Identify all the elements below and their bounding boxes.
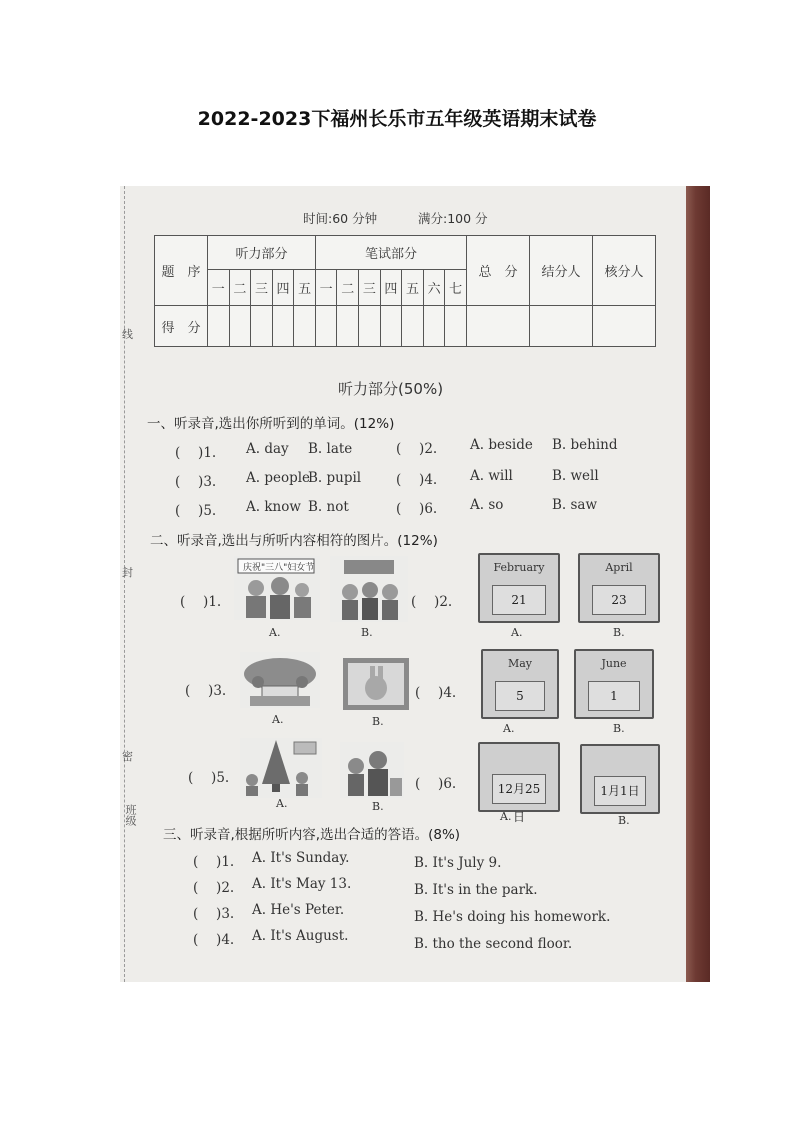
score-cell[interactable]	[380, 306, 402, 347]
s2-q6-label-a: A.	[500, 810, 512, 823]
calendar-day: 21	[492, 585, 546, 615]
s2-q3-label-a: A.	[272, 713, 284, 726]
calendar-day: 12月25日	[492, 774, 546, 804]
s2-q4-label-a: A.	[503, 722, 515, 735]
score-cell[interactable]	[445, 306, 467, 347]
s2-q1-label-a: A.	[269, 626, 281, 639]
side-label-class: 班级	[124, 804, 137, 826]
s1-q6-num: ( )6.	[396, 501, 438, 517]
s3-q3-b[interactable]: B. He's doing his homework.	[414, 909, 611, 925]
s2-q1-num: ( )1.	[180, 594, 222, 610]
s1-q2-a[interactable]: A. beside	[470, 437, 533, 453]
s2-q5-label-b: B.	[372, 800, 384, 813]
s2-q4-label-b: B.	[613, 722, 625, 735]
row-label-score: 得 分	[155, 306, 208, 347]
section1-heading: 一、听录音,选出你所听到的单词。(12%)	[147, 416, 395, 432]
s1-q2-num: ( )2.	[396, 441, 438, 457]
calendar-month: April	[605, 561, 633, 574]
s3-q4-a[interactable]: A. It's August.	[252, 928, 349, 944]
scorer-header: 结分人	[530, 236, 593, 306]
calendar-day: 23	[592, 585, 646, 615]
score-cell[interactable]	[337, 306, 359, 347]
calendar-month: May	[507, 657, 533, 670]
score-cell[interactable]	[294, 306, 316, 347]
s2-q4-num: ( )4.	[415, 685, 457, 701]
s2-q1-label-b: B.	[361, 626, 373, 639]
total-header: 总 分	[467, 236, 530, 306]
calendar-dec-25[interactable]	[478, 742, 560, 824]
calendar-day: 5	[495, 681, 545, 711]
side-label-feng: 封	[122, 566, 133, 579]
womens-day-banner: 庆祝"三八"妇女节	[243, 563, 315, 573]
s1-q1-b[interactable]: B. late	[308, 441, 353, 457]
s1-q3-a[interactable]: A. people	[246, 470, 311, 486]
score-cell[interactable]	[272, 306, 294, 347]
binding-line	[124, 186, 127, 982]
s1-q6-a[interactable]: A. so	[470, 497, 504, 513]
s3-q3-a[interactable]: A. He's Peter.	[252, 902, 345, 918]
col-w2: 二	[337, 270, 359, 306]
s3-q2-num: ( )2.	[193, 880, 235, 896]
s1-q4-a[interactable]: A. will	[470, 468, 513, 484]
listening-header: 听力部分	[208, 236, 316, 270]
s2-q3-num: ( )3.	[185, 683, 227, 699]
exam-full-score: 满分:100 分	[418, 211, 488, 226]
s1-q2-b[interactable]: B. behind	[552, 437, 618, 453]
s2-q5-num: ( )5.	[188, 770, 230, 786]
s2-q3-label-b: B.	[372, 715, 384, 728]
calendar-month: June	[601, 657, 627, 670]
s1-q5-b[interactable]: B. not	[308, 499, 349, 515]
new-year-picture[interactable]	[340, 742, 404, 798]
calendar-day: 1	[588, 681, 640, 711]
s1-q3-b[interactable]: B. pupil	[308, 470, 362, 486]
s1-q4-b[interactable]: B. well	[552, 468, 599, 484]
score-cell[interactable]	[423, 306, 445, 347]
score-cell[interactable]	[208, 306, 230, 347]
s1-q5-a[interactable]: A. know	[246, 499, 301, 515]
score-cell[interactable]	[530, 306, 593, 347]
score-table	[154, 235, 656, 347]
s1-q4-num: ( )4.	[396, 472, 438, 488]
s2-q6-label-b: B.	[618, 814, 630, 827]
section3-heading: 三、听录音,根据所听内容,选出合适的答语。(8%)	[163, 827, 461, 843]
s3-q1-num: ( )1.	[193, 854, 235, 870]
listening-heading: 听力部分(50%)	[338, 380, 444, 398]
score-cell[interactable]	[402, 306, 424, 347]
s1-q5-num: ( )5.	[175, 503, 217, 519]
calendar-jan-1[interactable]	[580, 744, 660, 814]
s3-q4-b[interactable]: B. tho the second floor.	[414, 936, 573, 952]
s1-q1-num: ( )1.	[175, 445, 217, 461]
easter-bunny-picture[interactable]	[343, 658, 409, 710]
s1-q1-a[interactable]: A. day	[246, 441, 289, 457]
exam-time: 时间:60 分钟	[303, 211, 378, 226]
side-label-mi: 密	[122, 750, 133, 763]
score-cell[interactable]	[251, 306, 273, 347]
col-l2: 二	[229, 270, 251, 306]
s2-q2-label-a: A.	[511, 626, 523, 639]
s2-q6-num: ( )6.	[415, 776, 457, 792]
col-l1: 一	[208, 270, 230, 306]
calendar-day: 1月1日	[594, 776, 646, 806]
s3-q4-num: ( )4.	[193, 932, 235, 948]
score-cell[interactable]	[229, 306, 251, 347]
col-w1: 一	[315, 270, 337, 306]
col-l4: 四	[272, 270, 294, 306]
document-title: 2022-2023下福州长乐市五年级英语期末试卷	[197, 108, 597, 130]
col-l3: 三	[251, 270, 273, 306]
calendar-april[interactable]	[578, 553, 660, 623]
calendar-may[interactable]	[481, 649, 559, 719]
photo-dark-edge	[686, 186, 710, 982]
score-cell[interactable]	[315, 306, 337, 347]
s2-q2-label-b: B.	[613, 626, 625, 639]
col-w7: 七	[445, 270, 467, 306]
s3-q3-num: ( )3.	[193, 906, 235, 922]
s3-q2-b[interactable]: B. It's in the park.	[414, 882, 538, 898]
s3-q1-a[interactable]: A. It's Sunday.	[252, 850, 350, 866]
written-header: 笔试部分	[315, 236, 466, 270]
col-w5: 五	[402, 270, 424, 306]
celebration-picture[interactable]	[240, 652, 320, 708]
s3-q1-b[interactable]: B. It's July 9.	[414, 855, 502, 871]
col-l5: 五	[294, 270, 316, 306]
s1-q3-num: ( )3.	[175, 474, 217, 490]
col-w6: 六	[423, 270, 445, 306]
calendar-june[interactable]	[574, 649, 654, 719]
checker-header: 核分人	[593, 236, 656, 306]
s3-q2-a[interactable]: A. It's May 13.	[252, 876, 352, 892]
section2-heading: 二、听录音,选出与所听内容相符的图片。(12%)	[150, 533, 438, 549]
score-cell[interactable]	[593, 306, 656, 347]
col-w3: 三	[359, 270, 381, 306]
score-cell[interactable]	[467, 306, 530, 347]
calendar-february[interactable]	[478, 553, 560, 623]
s2-q5-label-a: A.	[276, 797, 288, 810]
row-label-order: 题 序	[155, 236, 208, 306]
children-day-picture[interactable]	[330, 556, 408, 622]
side-label-xian: 线	[122, 328, 133, 341]
score-cell[interactable]	[359, 306, 381, 347]
s1-q6-b[interactable]: B. saw	[552, 497, 598, 513]
s2-q2-num: ( )2.	[411, 594, 453, 610]
christmas-picture[interactable]	[240, 738, 322, 798]
col-w4: 四	[380, 270, 402, 306]
calendar-month: February	[493, 561, 545, 574]
